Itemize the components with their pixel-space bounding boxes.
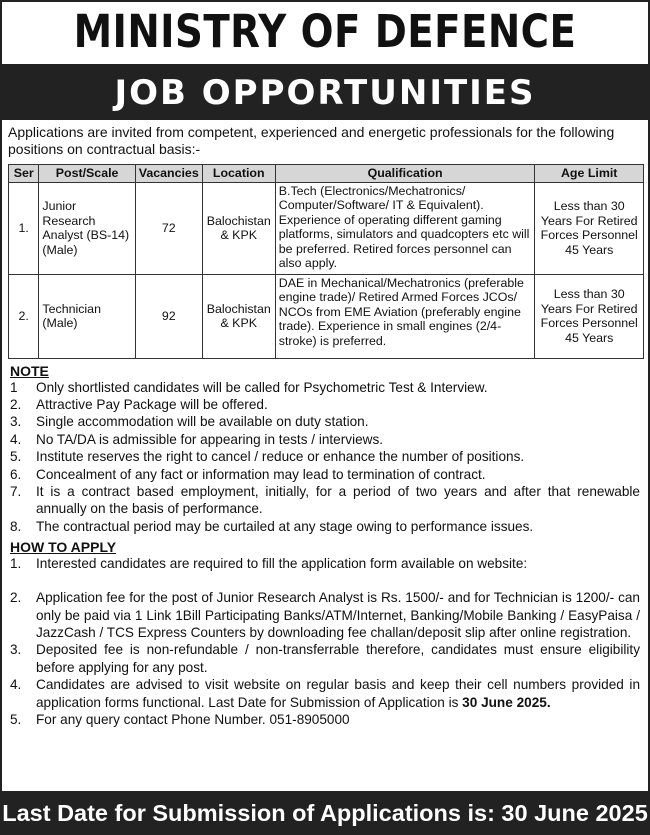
list-item	[10, 466, 640, 483]
item-text: For any query contact Phone Number. 051-8905000	[36, 712, 350, 727]
item-text: It is a contract based employment, initially, for a period of two years and after that renewable annually on the basis of performance.	[36, 483, 640, 517]
item-text: Institute reserves the right to cancel / reduce or enhance the number of positions.	[36, 449, 525, 465]
list-item	[10, 379, 640, 396]
item-number: 1.	[10, 556, 22, 572]
page-title: MINISTRY OF DEFENCE	[73, 5, 577, 58]
how-to-apply-list	[2, 555, 648, 728]
age-limit-cell: Less than 30 Years For Retired Forces Personnel 45 Years	[535, 182, 644, 274]
item-number: 6.	[10, 466, 22, 482]
column-header-location: Location	[202, 165, 275, 183]
list-item	[10, 448, 640, 465]
item-number: 4.	[10, 677, 22, 693]
how-to-apply-heading: HOW TO APPLY	[10, 539, 117, 556]
intro-paragraph: Applications are invited from competent, experienced and energetic professionals for the following positions on contractual basis:-	[8, 124, 615, 157]
column-header-qualification: Qualification	[275, 165, 535, 183]
item-text: Concealment of any fact or information may lead to termination of contract.	[36, 466, 486, 482]
post-cell: Technician (Male)	[39, 274, 135, 358]
vacancies-cell: 72	[135, 182, 202, 274]
location-cell: Balochistan & KPK	[202, 274, 275, 358]
item-text: Interested candidates are required to fill the application form available on website:	[36, 556, 528, 572]
note-list	[2, 379, 648, 536]
item-number: 3.	[10, 414, 22, 430]
table-header-row	[9, 165, 644, 183]
item-text	[36, 676, 640, 711]
post-cell: Junior Research Analyst (BS-14) (Male)	[39, 182, 135, 274]
item-text-body: Candidates are advised to visit website on regular basis and keep their cell numbers provided in application forms functional. Last Date for Submission of Application is	[36, 677, 640, 710]
list-item	[10, 555, 640, 589]
item-number: 2.	[10, 396, 22, 412]
column-header-age-limit: Age Limit	[535, 165, 644, 183]
ser-cell: 2.	[9, 274, 39, 358]
positions-table	[8, 164, 644, 359]
item-number: 7.	[10, 483, 22, 499]
item-number: 1	[10, 379, 18, 395]
item-number: 3.	[10, 642, 22, 658]
deadline-date: 30 June 2025.	[462, 694, 551, 710]
item-number: 2.	[10, 590, 22, 606]
item-text: Deposited fee is non-refundable / non-transferrable therefore, candidates must ensure eligibility before applying for any post.	[36, 642, 640, 675]
list-item	[10, 711, 640, 728]
item-number: 5.	[10, 712, 22, 727]
item-number: 4.	[10, 431, 22, 447]
table-row	[9, 182, 644, 274]
list-item	[10, 483, 640, 518]
list-item	[10, 676, 640, 711]
item-number: 8.	[10, 518, 22, 534]
list-item	[10, 641, 640, 676]
table-row	[9, 274, 644, 358]
qualification-cell: DAE in Mechanical/Mechatronics (preferable engine trade)/ Retired Armed Forces JCOs/ NCOs from EME Aviation (preferably engine trade). Experience in small engines (2/4-stroke) is preferred.	[275, 274, 535, 358]
item-text: The contractual period may be curtailed at any stage owing to performance issues.	[36, 518, 534, 534]
age-limit-cell: Less than 30 Years For Retired Forces Personnel 45 Years	[535, 274, 644, 358]
list-item	[10, 396, 640, 413]
list-item	[10, 431, 640, 448]
item-text: Single accommodation will be available on duty station.	[36, 414, 369, 430]
item-text: Only shortlisted candidates will be called for Psychometric Test & Interview.	[36, 379, 488, 395]
list-item	[10, 413, 640, 430]
item-text: Attractive Pay Package will be offered.	[36, 396, 268, 412]
item-number: 5.	[10, 449, 22, 465]
qualification-cell: B.Tech (Electronics/Mechatronics/ Computer/Software/ IT & Equivalent). Experience of operating different gaming platforms, simulators and quadcopters etc will be preferred. Retired forces personnel can also apply.	[275, 182, 535, 274]
location-cell: Balochistan & KPK	[202, 182, 275, 274]
ser-cell: 1.	[9, 182, 39, 274]
column-header-ser: Ser	[9, 165, 39, 183]
item-text: No TA/DA is admissible for appearing in tests / interviews.	[36, 431, 384, 447]
note-heading: NOTE	[10, 362, 49, 379]
list-item	[10, 518, 640, 535]
item-text: Application fee for the post of Junior Research Analyst is Rs. 1500/- and for Technician is 1200/- can only be paid via 1 Link 1Bill Participating Banks/ATM/Internet, Banking/Mobile Banking / EasyPaisa / JazzCash / TCS Express Counters by downloading fee challan/deposit slip after online registration.	[36, 590, 640, 640]
column-header-post: Post/Scale	[39, 165, 135, 183]
job-opportunities-banner: JOB OPPORTUNITIES	[2, 64, 648, 120]
list-item	[10, 589, 640, 641]
last-date-banner: Last Date for Submission of Applications is: 30 June 2025	[2, 791, 648, 833]
vacancies-cell: 92	[135, 274, 202, 358]
column-header-vacancies: Vacancies	[135, 165, 202, 183]
